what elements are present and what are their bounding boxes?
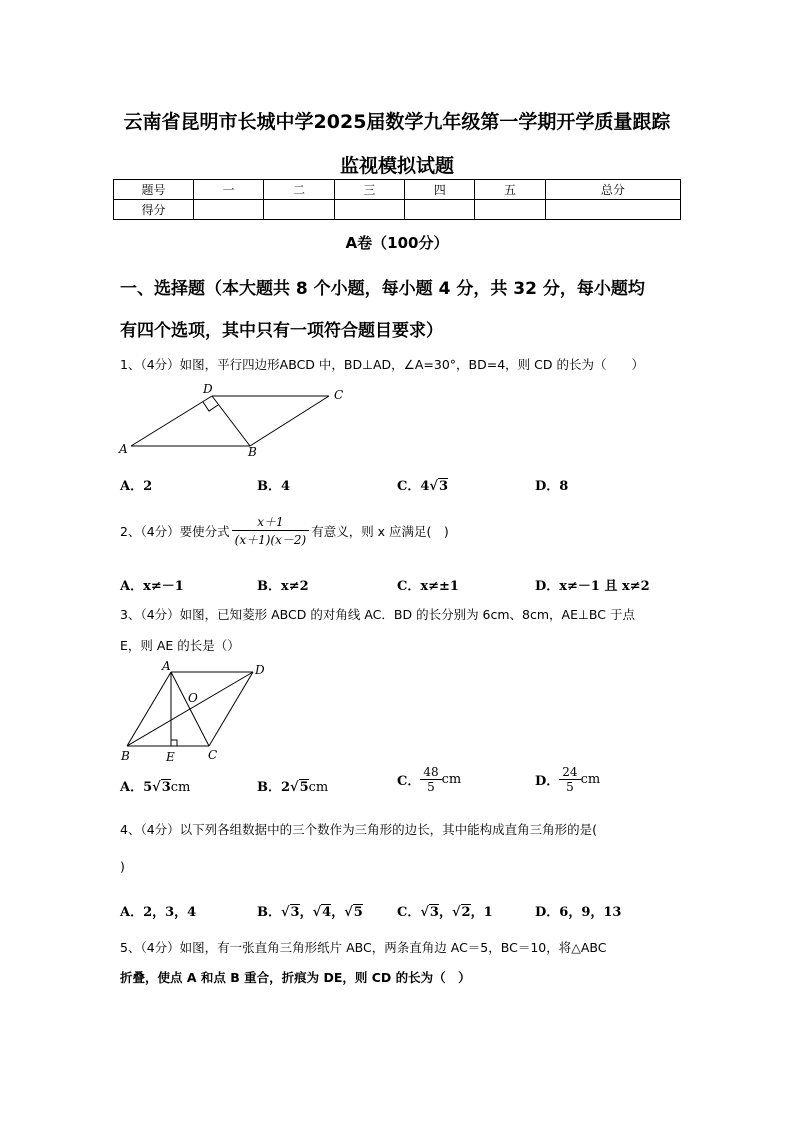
score-table-input-cell [264,200,334,220]
q3-option-d: D． $\frac{24}{5}$ cm [535,765,601,794]
side-ad [131,396,212,446]
volume-title: A卷（100分） [345,234,449,252]
score-table-cell: 得分 [114,200,194,220]
q1-option-b: B．4 [257,479,291,494]
q2-fraction: $\frac{x+1}{(x+1)(x-2)}$ [232,513,310,548]
label-b: B [248,445,257,459]
label-o: O [188,691,198,705]
question-5-line1: 5、（4分）如图，有一张直角三角形纸片 ABC，两条直角边 AC＝5，BC＝10，将△ABC [120,940,607,955]
q3-option-b: B．2√5cm [257,780,329,795]
score-table-cell: 一 [194,180,264,200]
label-a: A [162,659,171,673]
question-2-text: 2、（4分）要使分式 $\frac{x+1}{(x+1)(x-2)}$ 有意义，则 x 应满足( ) [120,515,449,547]
diagonal-bd [212,396,250,446]
q2-option-b: B．x≠2 [257,579,309,594]
score-table-cell: 题号 [114,180,194,200]
question-3-line2: E，则 AE 的长是（） [120,638,240,653]
question-1-text: 1、（4分）如图，平行四边形ABCD 中，BD⊥AD，∠A=30°，BD=4，则 CD 的长为（ ） [120,357,644,372]
score-table-input-cell [194,200,264,220]
label-d: D [255,663,265,677]
q3-option-c: C． $\frac{48}{5}$ cm [397,765,462,794]
score-table-header-row [114,180,681,200]
q2-option-c: C．x≠±1 [397,579,459,594]
q4-option-c: C．√3，√2，1 [397,905,493,920]
label-b: B [121,749,130,763]
score-table-cell: 四 [405,180,475,200]
score-table-input-cell [405,200,475,220]
q4-option-b: B．√3，√4，√5 [257,905,363,920]
section-heading-line1: 一、选择题（本大题共 8 个小题，每小题 4 分，共 32 分，每小题均 [120,279,645,299]
score-table-input-cell [545,200,680,220]
q1-option-a: A．2 [120,479,153,494]
section-heading-line2: 有四个选项，其中只有一项符合题目要求） [120,321,443,341]
q4-option-d: D．6，9，13 [535,905,622,920]
exam-title-line1: 云南省昆明市长城中学2025届数学九年级第一学期开学质量跟踪 [123,111,671,133]
side-bc [250,396,329,446]
score-table-cell: 三 [334,180,404,200]
right-angle-mark [171,740,177,746]
side-ab [127,672,171,746]
diagonal-bd [127,672,253,746]
score-table-input-cell [334,200,404,220]
exam-title-line2: 监视模拟试题 [339,155,454,177]
side-cd [209,672,253,746]
label-c: C [334,388,344,402]
label-c: C [208,748,218,762]
score-table-cell: 总分 [545,180,680,200]
q3-option-a: A．5√3cm [120,780,191,795]
score-table-score-row [114,200,681,220]
score-table-input-cell [475,200,545,220]
question-3-figure [115,658,275,768]
q1-option-c: C．4√3 [397,479,448,494]
question-3-line1: 3、（4分）如图，已知菱形 ABCD 的对角线 AC．BD 的长分别为 6cm、8cm，AE⊥BC 于点 [120,607,635,622]
question-4-line2: ) [120,859,125,874]
radicand: 3 [438,479,448,494]
q2-option-a: A．x≠－1 [120,579,184,594]
score-table-cell: 二 [264,180,334,200]
score-table [113,179,681,220]
q2-option-d: D．x≠－1 且 x≠2 [535,579,650,594]
right-angle-mark [203,402,218,411]
label-d: D [203,382,213,396]
label-e: E [166,750,175,764]
question-5-line2: 折叠，使点 A 和点 B 重合，折痕为 DE，则 CD 的长为（ ） [120,970,471,985]
label-a: A [119,442,128,456]
question-1-figure [115,378,355,460]
q4-option-a: A．2，3，4 [120,905,197,920]
q1-option-d: D．8 [535,479,569,494]
score-table-cell: 五 [475,180,545,200]
question-4-line1: 4、（4分）以下列各组数据中的三个数作为三角形的边长，其中能构成直角三角形的是( [120,822,598,837]
